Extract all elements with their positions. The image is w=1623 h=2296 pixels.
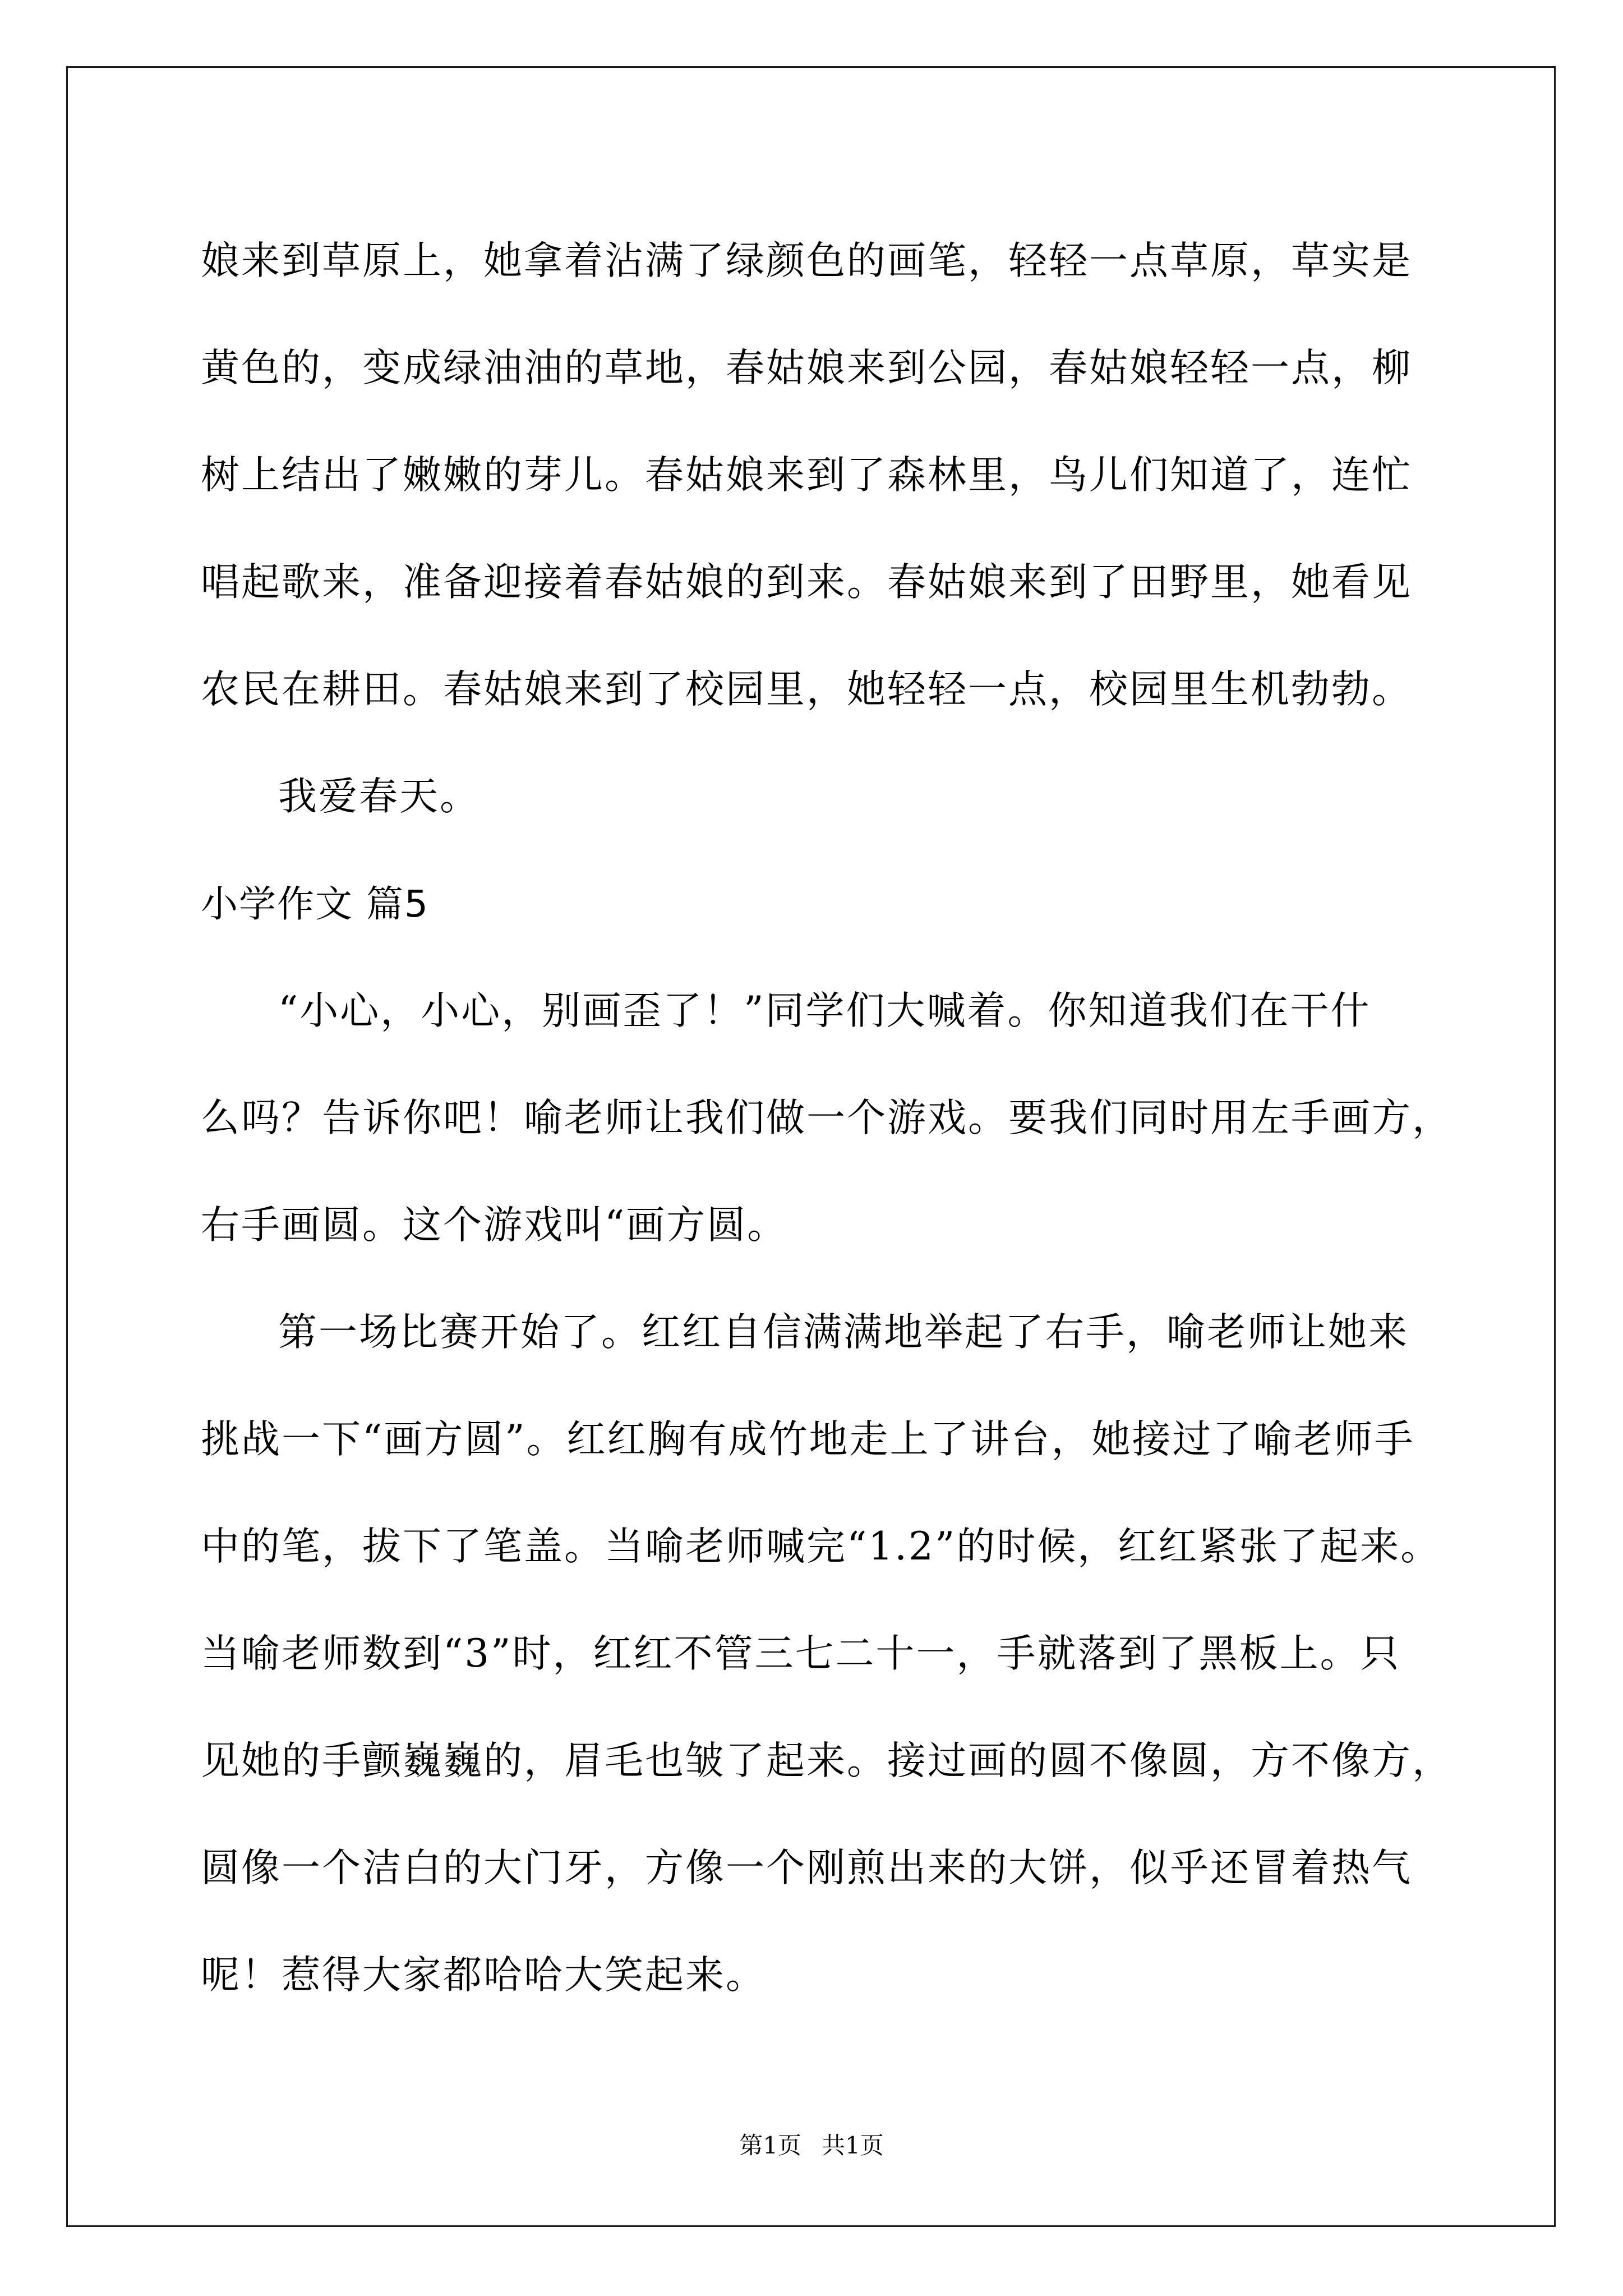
page-footer [0, 2127, 1623, 2161]
text-line: 我爱春天。 [278, 774, 480, 819]
text-line: 挑战一下“画方圆”。红红胸有成竹地走上了讲台，她接过了喻老师手 [201, 1417, 1415, 1462]
text-line: 么吗？告诉你吧！喻老师让我们做一个游戏。要我们同时用左手画方， [201, 1096, 1453, 1140]
text-line: 娘来到草原上，她拿着沾满了绿颜色的画笔，轻轻一点草原，草实是 [201, 238, 1412, 283]
text-line: 黄色的，变成绿油油的草地，春姑娘来到公园，春姑娘轻轻一点，柳 [201, 346, 1412, 390]
page-number-total: 共1页 [822, 2132, 884, 2159]
section-heading: 小学作文 篇5 [201, 882, 429, 926]
page-number-current: 第1页 [739, 2132, 801, 2159]
text-line: 见她的手颤巍巍的，眉毛也皱了起来。接过画的圆不像圆，方不像方， [201, 1738, 1453, 1783]
text-line: 树上结出了嫩嫩的芽儿。春姑娘来到了森林里，鸟儿们知道了，连忙 [201, 453, 1412, 498]
text-line: 呢！惹得大家都哈哈大笑起来。 [201, 1953, 766, 1998]
text-line: 当喻老师数到“3”时，红红不管三七二十一，手就落到了黑板上。只 [201, 1631, 1401, 1676]
text-line: 圆像一个洁白的大门牙，方像一个刚煎出来的大饼，似乎还冒着热气 [201, 1846, 1412, 1890]
text-line: 右手画圆。这个游戏叫“画方圆。 [201, 1203, 788, 1248]
text-line: 第一场比赛开始了。红红自信满满地举起了右手，喻老师让她来 [278, 1310, 1409, 1355]
document-body [201, 208, 1453, 2029]
text-line: 农民在耕田。春姑娘来到了校园里，她轻轻一点，校园里生机勃勃。 [201, 667, 1412, 712]
text-line: 唱起歌来，准备迎接着春姑娘的到来。春姑娘来到了田野里，她看见 [201, 560, 1412, 605]
text-line: “小心，小心，别画歪了！”同学们大喊着。你知道我们在干什 [278, 988, 1371, 1033]
text-line: 中的笔，拔下了笔盖。当喻老师喊完“1.2”的时候，红红紧张了起来。 [201, 1524, 1441, 1569]
